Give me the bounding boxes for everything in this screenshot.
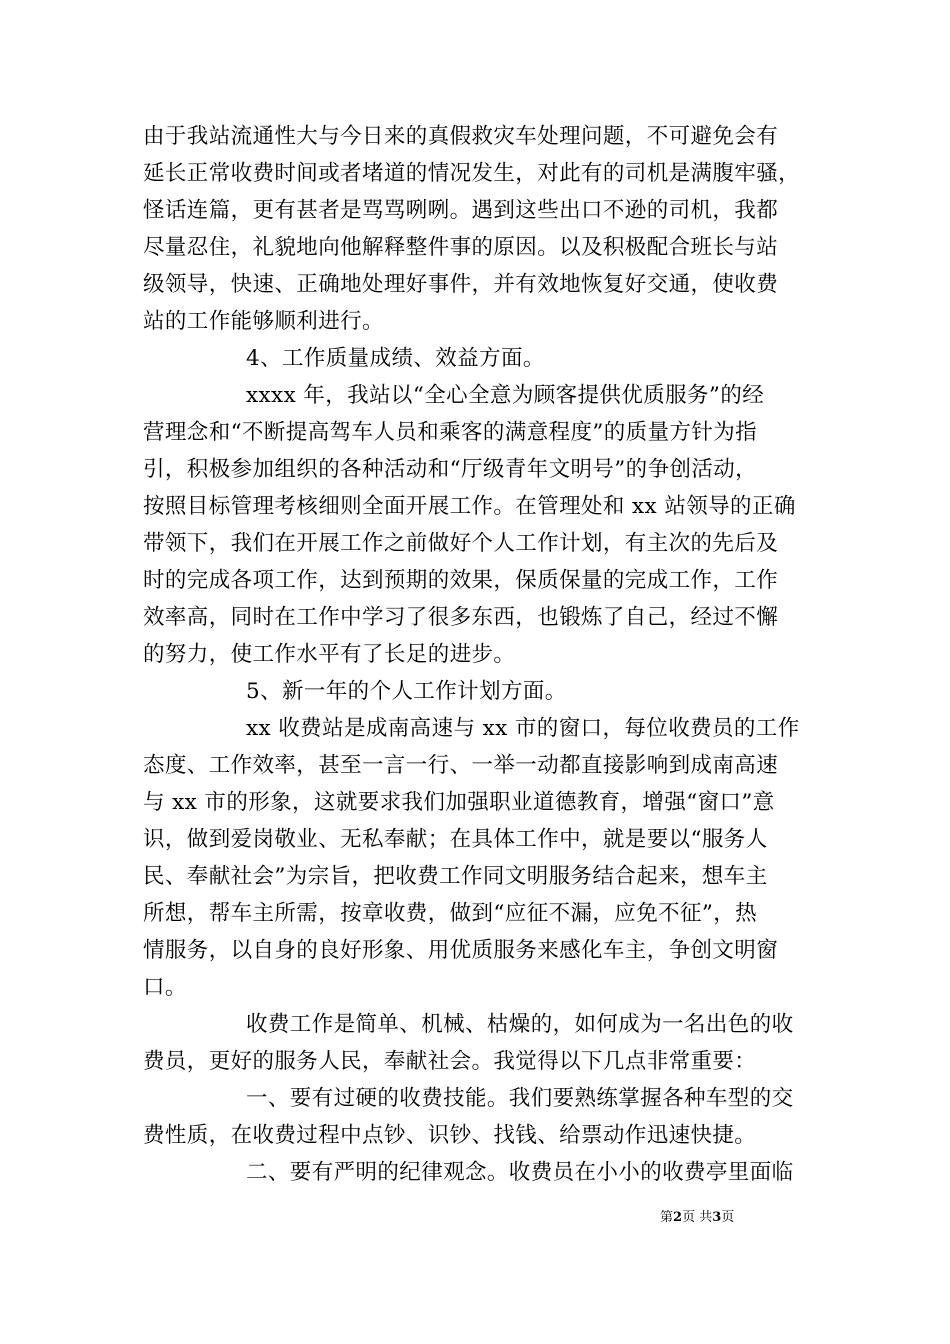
text-line: 情服务，以自身的良好形象、用优质服务来感化车主，争创文明窗 [143, 938, 779, 963]
footer-middle: 页 共 [682, 1210, 713, 1225]
section-heading-4: 4、工作质量成绩、效益方面。 [246, 346, 545, 371]
text-line: 费性质，在收费过程中点钞、识钞、找钱、给票动作迅速快捷。 [143, 1123, 757, 1148]
text-line: 费员，更好的服务人民，奉献社会。我觉得以下几点非常重要： [143, 1049, 757, 1074]
text-line: 态度、工作效率，甚至一言一行、一举一动都直接影响到成南高速 [143, 753, 779, 778]
text-line: 由于我站流通性大与今日来的真假救灾车处理问题，不可避免会有 [143, 124, 779, 149]
text-line: xxxx 年，我站以“全心全意为顾客提供优质服务”的经 [246, 383, 765, 408]
text-line: 一、要有过硬的收费技能。我们要熟练掌握各种车型的交 [246, 1086, 794, 1111]
text-line: 站的工作能够顺利进行。 [143, 309, 384, 334]
text-line: 口。 [143, 975, 187, 1000]
text-line: 收费工作是简单、机械、枯燥的，如何成为一名出色的收 [246, 1012, 794, 1037]
text-line: 效率高，同时在工作中学习了很多东西，也锻炼了自己，经过不懈 [143, 605, 779, 630]
text-line: 按照目标管理考核细则全面开展工作。在管理处和 xx 站领导的正确 [143, 494, 796, 519]
footer-prefix: 第 [660, 1210, 674, 1225]
text-line: 带领下，我们在开展工作之前做好个人工作计划，有主次的先后及 [143, 531, 779, 556]
text-line: 引，积极参加组织的各种活动和“厅级青年文明号”的争创活动， [143, 457, 758, 482]
total-page-number: 3 [712, 1210, 722, 1225]
text-line: 民、奉献社会”为宗旨，把收费工作同文明服务结合起来，想车主 [143, 864, 768, 889]
page-footer [660, 1206, 734, 1225]
text-line: 所想，帮车主所需，按章收费，做到“应征不漏，应免不征”，热 [143, 901, 758, 926]
text-line: 二、要有严明的纪律观念。收费员在小小的收费亭里面临 [246, 1160, 794, 1185]
footer-suffix: 页 [721, 1210, 735, 1225]
body-text [143, 118, 815, 1191]
text-line: xx 收费站是成南高速与 xx 市的窗口，每位收费员的工作 [246, 716, 800, 741]
current-page-number: 2 [673, 1210, 683, 1225]
text-line: 的努力，使工作水平有了长足的进步。 [143, 642, 516, 667]
text-line: 级领导，快速、正确地处理好事件，并有效地恢复好交通，使收费 [143, 272, 779, 297]
text-line: 与 xx 市的形象，这就要求我们加强职业道德教育，增强“窗口”意 [143, 790, 775, 815]
text-line: 识，做到爱岗敬业、无私奉献；在具体工作中，就是要以“服务人 [143, 827, 768, 852]
text-line: 时的完成各项工作，达到预期的效果，保质保量的完成工作，工作 [143, 568, 779, 593]
section-heading-5: 5、新一年的个人工作计划方面。 [246, 679, 567, 704]
text-line: 延长正常收费时间或者堵道的情况发生，对此有的司机是满腹牢骚， [143, 161, 801, 186]
text-line: 营理念和“不断提高驾车人员和乘客的满意程度”的质量方针为指 [143, 420, 758, 445]
text-line: 尽量忍住，礼貌地向他解释整件事的原因。以及积极配合班长与站 [143, 235, 779, 260]
text-line: 怪话连篇，更有甚者是骂骂咧咧。遇到这些出口不逊的司机，我都 [143, 198, 779, 223]
